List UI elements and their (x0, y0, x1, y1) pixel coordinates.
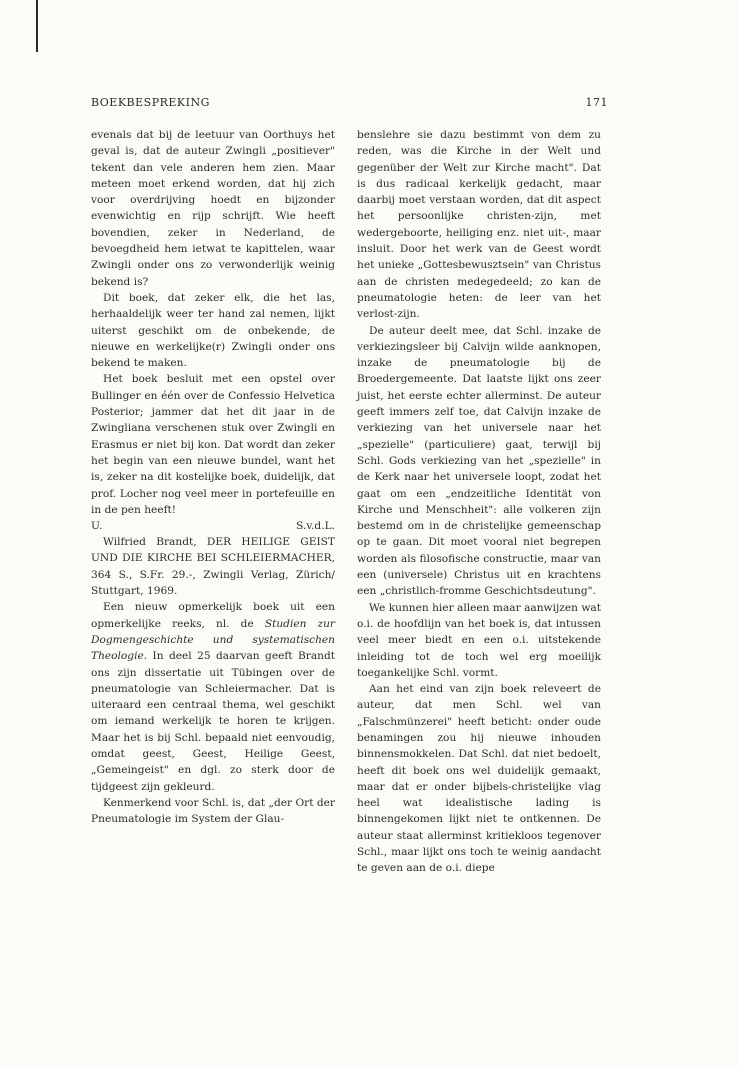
right-column (357, 127, 601, 877)
paragraph: De auteur deelt mee, dat Schl. inzake de verkiezingsleer bij Calvijn wilde aanknopen, inzake de pneumatologie bij de Broedergemeente. Dat laatste lijkt ons zeer juist, het eerste echter allerminst. De auteur geeft immers zelf toe, dat Calvijn inzake de verkiezing van het universele naar het „spezielle" (particuliere) gaat, terwijl bij Schl. Gods verkiezing van het „spezielle" in de Kerk naar het universele loopt, zodat het gaat om een „endzeitliche Identität von Kirche und Menschheit": alle volkeren zijn bestemd om in de christelijke gemeenschap op te gaan. Dit moet vooral niet begrepen worden als filosofische constructie, maar van een (universele) Christus uit en krachtens een „christlich-fromme Geschichtsdeutung". (357, 324, 601, 598)
left-column (91, 127, 335, 827)
binding-edge-rule (36, 0, 38, 52)
series-title: Studien zur Dogmengeschichte und systematischen Theologie. (91, 617, 335, 663)
header-title: BOEKBESPREKING (91, 96, 210, 109)
signature-initial: U. (91, 520, 103, 533)
page-number: 171 (585, 96, 608, 109)
signature-reviewer: S.v.d.L. (296, 520, 335, 533)
paragraph: Dit boek, dat zeker elk, die het las, herhaaldelijk weer ter hand zal nemen, lijkt uiterst geschikt om de onbekende, de nieuwe en werkelijke(r) Zwingli onder ons bekend te maken. (91, 291, 335, 370)
paragraph: evenals dat bij de leetuur van Oorthuys het geval is, dat de auteur Zwingli „positiever" tekent dan vele anderen hem zien. Maar meteen moet erkend worden, dat hij zich voor overdrijving hoedt en bijzonder evenwichtig en rijp schrijft. Wie heeft bovendien, zeker in Nederland, de bevoegdheid hem ietwat te kapittelen, waar Zwingli onder ons zo verwonderlijk weinig bekend is? (91, 129, 335, 288)
paragraph: We kunnen hier alleen maar aanwijzen wat o.i. de hoofdlijn van het boek is, dat intussen veel meer biedt en een o.i. uitstekende inleiding tot de toch wel erg moeilijk toegankelijke Schl. vormt. (357, 601, 601, 679)
paragraph: benslehre sie dazu bestimmt von dem zu reden, was die Kirche in der Welt und gegenüber der Welt zur Kirche macht". Dat is dus radicaal kerkelijk gedacht, maar daarbij moet verstaan worden, dat dit aspect het persoonlijke christen-zijn, met wedergeboorte, heiliging enz. niet uit-, maar insluit. Door het werk van de Geest wordt het unieke „Gottesbewusztsein" van Christus aan de christen medegedeeld; zo kan de pneumatologie heten: de leer van het verlost-zijn. (357, 129, 601, 321)
paragraph: Kenmerkend voor Schl. is, dat „der Ort der Pneumatologie im System der Glau- (91, 796, 335, 826)
text-run: Een nieuw opmerkelijk boek uit een opmerkelijke reeks, nl. de (91, 601, 335, 630)
paragraph: Aan het eind van zijn boek releveert de auteur, dat men Schl. wel van „Falschmünzerei" heeft beticht: onder oude benamingen zou hij nieuwe inhouden binnensmokkelen. Dat Schl. dat niet bedoelt, heeft dit boek ons wel duidelijk gemaakt, maar dat er onder bijbels-christelijke vlag heel wat idealistische lading is binnengekomen lijkt niet te ontkennen. De auteur staat allerminst kritiekloos tegenover Schl., maar lijkt ons toch te weinig aandacht te geven aan de o.i. diepe (357, 683, 601, 875)
paragraph: Het boek besluit met een opstel over Bullinger en één over de Confessio Helvetica Posterior; jammer dat het dit jaar in de Zwingliana verschenen stuk over Zwingli en Erasmus er niet bij kon. Dat wordt dan zeker het begin van een nieuwe bundel, want het is, zeker na dit kostelijke boek, duidelijk, dat prof. Locher nog veel meer in portefeuille en in de pen heeft! (91, 373, 335, 516)
book-citation: Wilfried Brandt, DER HEILIGE GEIST UND DIE KIRCHE BEI SCHLEIERMACHER, 364 S., S.Fr. 29.-, Zwingli Verlag, Zürich/ Stuttgart, 1969. (91, 536, 335, 598)
reviewer-signature (91, 518, 335, 534)
text-run: In deel 25 daarvan geeft Brandt ons zijn dissertatie uit Tübingen over de pneumatologie van Schleiermacher. Dat is uiteraard een centraal thema, wel geschikt om iemand werkelijk te horen te krijgen. Maar het is bij Schl. bepaald niet eenvoudig, omdat geest, Geest, Heilige Geest, „Gemeingeist" en dgl. zo sterk door de tijdgeest zijn gekleurd. (91, 650, 335, 793)
paragraph (91, 599, 335, 795)
